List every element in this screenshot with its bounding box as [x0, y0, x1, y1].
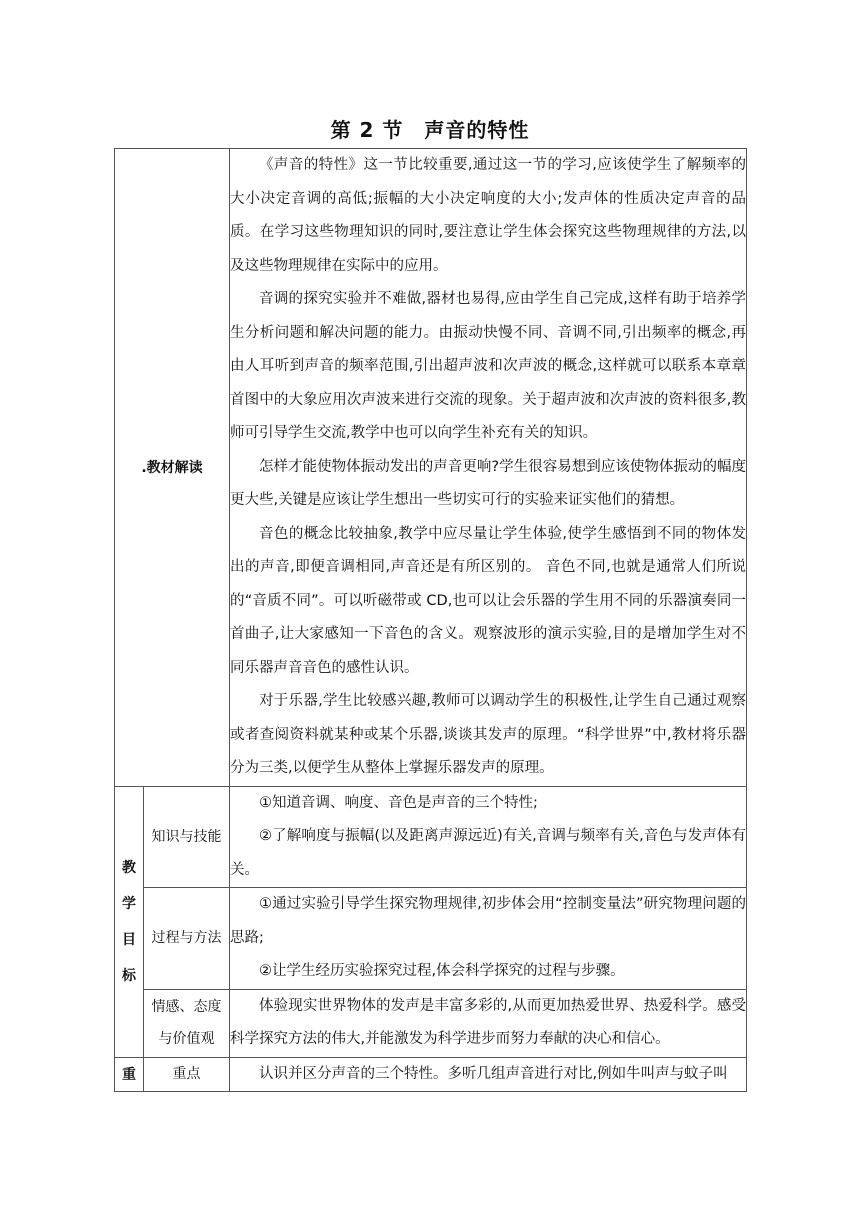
- goal-knowledge-content: [230, 786, 747, 888]
- goal-paragraph: ②让学生经历实验探究过程,体会科学探究的过程与步骤。: [259, 963, 625, 979]
- goal-paragraph: ②了解响度与振幅(以及距离声源远近)有关,音调与频率有关,音色与发声体有关。: [230, 828, 747, 878]
- goals-emotion-row: [115, 989, 747, 1057]
- keypoints-paragraph: 认识并区分声音的三个特性。多听几组声音进行对比,例如牛叫声与蚊子叫: [259, 1065, 728, 1082]
- keypoints-label: 重点: [144, 1057, 230, 1092]
- lesson-table: [114, 148, 747, 1092]
- goal-emotion-label-line: 与价值观: [158, 1031, 215, 1047]
- goal-process-content: [230, 888, 747, 990]
- keypoints-row: [115, 1057, 747, 1092]
- goal-paragraph: ①通过实验引导学生探究物理规律,初步体会用“控制变量法”研究物理问题的思路;: [230, 896, 747, 946]
- goals-process-row: [115, 888, 747, 990]
- keypoints-header: 重: [115, 1057, 144, 1092]
- goal-knowledge-label: 知识与技能: [144, 786, 230, 888]
- textbook-paragraph: 音色的概念比较抽象,教学中应尽量让学生体验,使学生感悟到不同的物体发出的声音,即便音调相同,声音还是有所区别的。 音色不同,也就是通常人们所说的“音质不同”。可以听磁带或 CD,也可以让会乐器的学生用不同的乐器演奏同一首曲子,让大家感知一下音色的含义。观察波形的演示实验,目的是增加学生对不同乐器声音音色的感性认识。: [230, 525, 747, 676]
- keypoints-content: [230, 1057, 747, 1092]
- goal-paragraph: ①知道音调、响度、音色是声音的三个特性;: [259, 794, 538, 811]
- goal-process-label: 过程与方法: [144, 888, 230, 990]
- goal-emotion-label: [144, 989, 230, 1057]
- goal-emotion-content: [230, 989, 747, 1057]
- goals-header-char: 学: [122, 895, 136, 912]
- goal-emotion-label-line: 情感、态度: [151, 999, 222, 1015]
- goals-header-char: 标: [122, 967, 136, 984]
- textbook-header: .教材解读: [115, 149, 230, 787]
- goals-header: [115, 786, 144, 1057]
- textbook-paragraph: 对于乐器,学生比较感兴趣,教师可以调动学生的积极性,让学生自己通过观察或者查阅资料就某种或某个乐器,谈谈其发声的原理。“科学世界”中,教材将乐器分为三类,以便学生从整体上掌握乐器发声的原理。: [230, 693, 747, 776]
- goal-paragraph: 体验现实世界物体的发声是丰富多彩的,从而更加热爱世界、热爱科学。感受科学探究方法的伟大,并能激发为科学进步而努力奉献的决心和信心。: [230, 997, 747, 1047]
- goals-knowledge-row: [115, 786, 747, 888]
- page-title: 第 2 节 声音的特性: [330, 118, 530, 142]
- textbook-row: [115, 149, 747, 787]
- goals-header-char: 教: [122, 859, 136, 876]
- textbook-content: [230, 149, 747, 787]
- goals-header-char: 目: [122, 931, 136, 948]
- textbook-paragraph: 怎样才能使物体振动发出的声音更响?学生很容易想到应该使物体振动的幅度更大些,关键是应该让学生想出一些切实可行的实验来证实他们的猜想。: [230, 458, 747, 508]
- textbook-paragraph: 《声音的特性》这一节比较重要,通过这一节的学习,应该使学生了解频率的大小决定音调的高低;振幅的大小决定响度的大小;发声体的性质决定声音的品质。在学习这些物理知识的同时,要注意让学生体会探究这些物理规律的方法,以及这些物理规律在实际中的应用。: [230, 157, 747, 274]
- textbook-paragraph: 音调的探究实验并不难做,器材也易得,应由学生自己完成,这样有助于培养学生分析问题和解决问题的能力。由振动快慢不同、音调不同,引出频率的概念,再由人耳听到声音的频率范围,引出超声波和次声波的概念,这样就可以联系本章章首图中的大象应用次声波来进行交流的现象。关于超声波和次声波的资料很多,教师可引导学生交流,教学中也可以向学生补充有关的知识。: [230, 291, 747, 441]
